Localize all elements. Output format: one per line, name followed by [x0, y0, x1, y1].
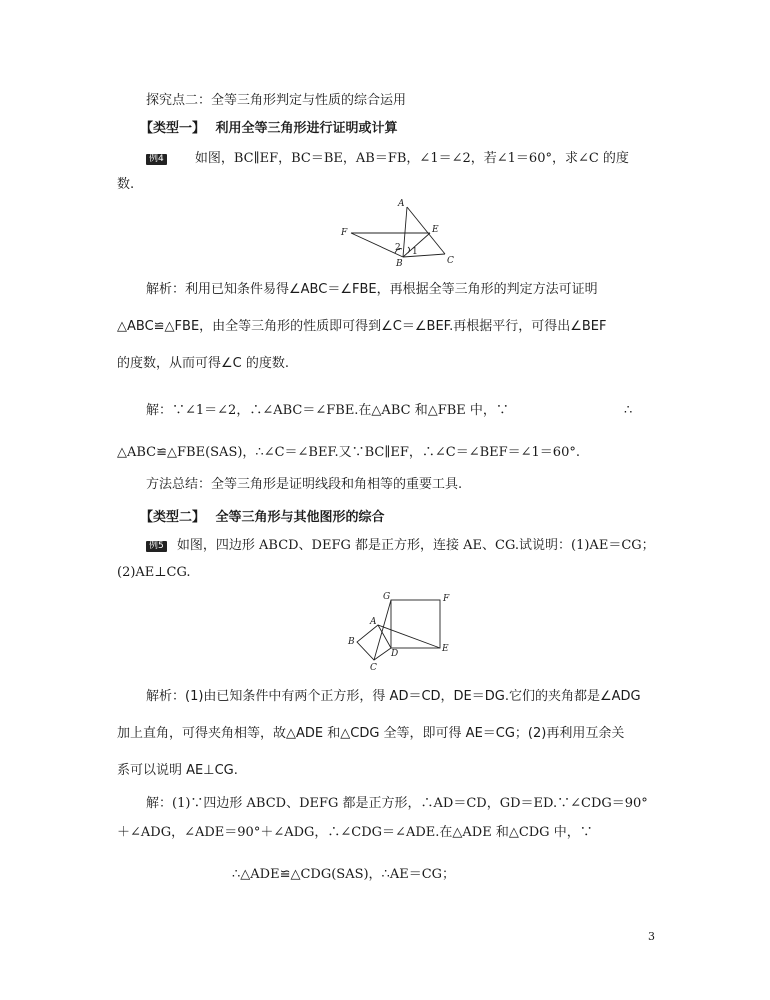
method-summary-text: 方法总结：全等三角形是证明线段和角相等的重要工具.: [146, 477, 463, 492]
label-e: E: [432, 225, 439, 235]
example4-solution-text2: △ABC≌△FBE(SAS)，∴∠C＝∠BEF.又∵BC∥EF，∴∠C＝∠BEF＝∠1＝60°.: [117, 445, 580, 460]
example5-badge: 例5: [146, 541, 167, 552]
type1-label: 【类型一】: [140, 121, 206, 136]
type1-heading: [140, 120, 398, 138]
example4-therefore-symbol: ∴: [624, 403, 633, 418]
example5-figure: [340, 590, 460, 672]
example4-analysis-line3: [117, 355, 289, 373]
example5-solution-line2: [117, 824, 593, 842]
label-d: D: [391, 649, 399, 659]
example4-analysis-text2: △ABC≌△FBE，由全等三角形的性质即可得到∠C＝∠BEF.再根据平行，可得出∠BEF: [117, 319, 607, 334]
label-a: A: [370, 617, 377, 627]
example5-analysis-line3: [117, 762, 238, 780]
page-number: 3: [648, 930, 655, 943]
square-defg: [391, 600, 440, 648]
example5-solution-line1: [146, 795, 648, 813]
label-f: F: [443, 594, 450, 604]
example4-analysis-text1: 解析：利用已知条件易得∠ABC＝∠FBE，再根据全等三角形的判定方法可证明: [146, 282, 598, 297]
label-a: A: [398, 199, 405, 209]
example5-problem-line2: [117, 564, 191, 582]
example4-method-summary: [146, 476, 462, 494]
section-heading-text: 探究点二：全等三角形判定与性质的综合运用: [146, 93, 407, 108]
example5-analysis-text3: 系可以说明 AE⊥CG.: [117, 763, 238, 778]
label-g: G: [383, 592, 391, 602]
example4-figure: [338, 197, 468, 269]
example5-analysis-text1: 解析：(1)由已知条件中有两个正方形，得 AD＝CD，DE＝DG.它们的夹角都是∠ADG: [146, 689, 641, 704]
example4-badge: 例4: [146, 154, 167, 165]
example4-solution-line1: [146, 402, 509, 420]
example4-problem-text2: 数.: [117, 177, 135, 192]
example5-analysis-line2: [117, 725, 624, 743]
example5-solution-line3: [232, 866, 455, 884]
label-2: 2: [395, 243, 401, 253]
type2-heading: [140, 509, 385, 527]
type2-label: 【类型二】: [140, 510, 206, 525]
type2-title: 全等三角形与其他图形的综合: [215, 510, 385, 525]
example5-solution-text2: ＋∠ADG，∠ADE＝90°＋∠ADG，∴∠CDG＝∠ADE.在△ADE 和△CDG 中，∵: [117, 825, 593, 840]
label-b: B: [396, 259, 403, 269]
example4-problem-line1: [146, 150, 629, 168]
segment-b-c: [403, 254, 445, 257]
square-abcd: [357, 625, 391, 660]
label-c: C: [447, 256, 454, 266]
segment-a-b: [403, 207, 407, 257]
example5-problem-line1: [146, 537, 655, 555]
example5-problem-text1: 如图，四边形 ABCD、DEFG 都是正方形，连接 AE、CG.试说明：(1)AE＝CG；: [176, 538, 655, 553]
example4-analysis-line1: [146, 281, 598, 299]
example4-problem-line2: [117, 176, 134, 194]
example4-solution-therefore: [624, 402, 632, 420]
segment-c-g: [374, 600, 391, 660]
label-e: E: [442, 644, 449, 654]
label-b: B: [348, 637, 355, 647]
example4-analysis-text3: 的度数，从而可得∠C 的度数.: [117, 356, 289, 371]
example5-problem-text2: (2)AE⊥CG.: [117, 565, 191, 580]
label-1: 1: [412, 247, 418, 257]
section-heading: [146, 92, 406, 110]
angle-mark-1: [408, 247, 410, 253]
example5-solution-text1: 解：(1)∵四边形 ABCD、DEFG 都是正方形，∴AD＝CD，GD＝ED.∵∠CDG＝90°: [146, 796, 648, 811]
segment-a-e: [378, 625, 440, 648]
example4-solution-line2: [117, 444, 580, 462]
example5-analysis-text2: 加上直角，可得夹角相等，故△ADE 和△CDG 全等，即可得 AE＝CG；(2)再利用互余关: [117, 726, 625, 741]
example4-problem-text1: 如图，BC∥EF，BC＝BE，AB＝FB，∠1＝∠2，若∠1＝60°，求∠C 的度: [194, 151, 629, 166]
example4-analysis-line2: [117, 318, 606, 336]
label-c: C: [370, 663, 377, 672]
example5-solution-text3: ∴△ADE≌△CDG(SAS)，∴AE＝CG；: [232, 867, 456, 882]
type1-title: 利用全等三角形进行证明或计算: [215, 121, 398, 136]
label-f: F: [341, 228, 348, 238]
example4-solution-text1: 解：∵∠1＝∠2，∴∠ABC＝∠FBE.在△ABC 和△FBE 中，∵: [146, 403, 509, 418]
example5-analysis-line1: [146, 688, 641, 706]
